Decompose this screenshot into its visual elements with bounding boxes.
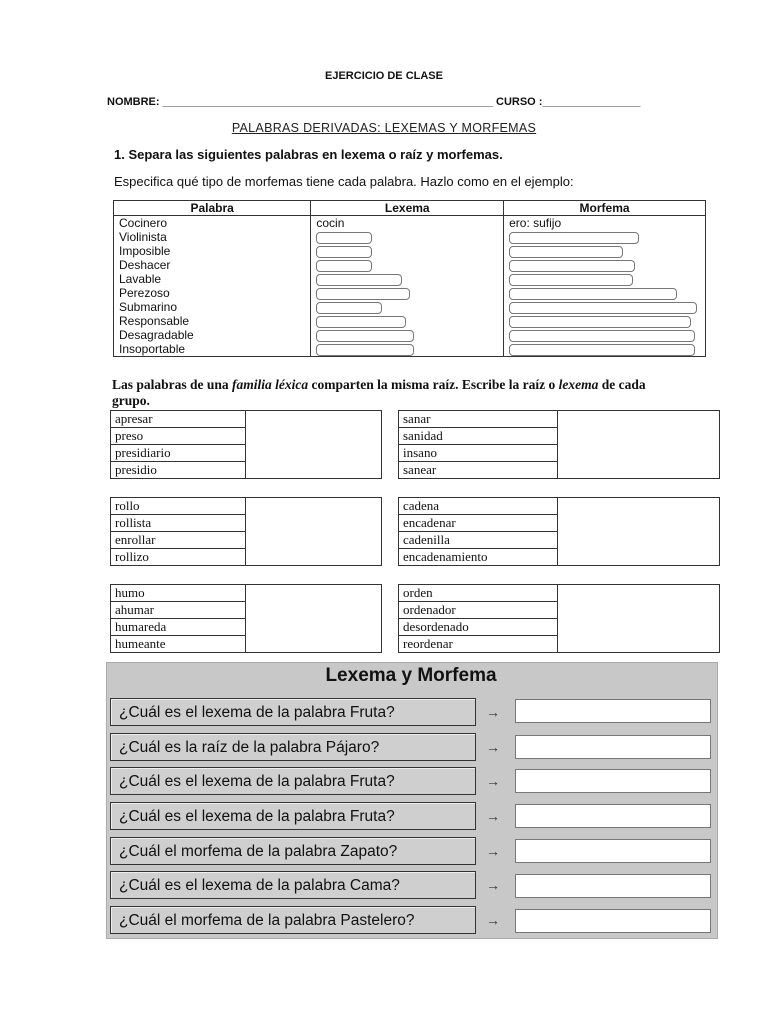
family-word: rollo — [111, 498, 246, 515]
root-answer-cell[interactable] — [246, 411, 382, 479]
word-cell: Desagradable — [114, 328, 311, 342]
family-word: presidio — [111, 462, 246, 479]
intro-text: Las palabras de una — [112, 377, 233, 392]
lexema-cell — [311, 258, 504, 272]
column-header-lexema: Lexema — [311, 201, 504, 216]
answer-input[interactable] — [515, 874, 711, 898]
morfema-cell — [504, 258, 706, 272]
word-family-group — [398, 497, 720, 566]
answer-input[interactable] — [515, 735, 711, 759]
family-word: sanidad — [399, 428, 558, 445]
intro-emphasis: familia léxica — [232, 377, 309, 392]
family-word: humeante — [111, 636, 246, 653]
table-row — [114, 272, 706, 286]
morfema-blank[interactable] — [509, 288, 677, 300]
intro-emphasis: lexema — [558, 377, 599, 392]
lexema-cell — [311, 286, 504, 300]
table-header-row — [114, 201, 706, 216]
root-answer-cell[interactable] — [558, 585, 720, 653]
question-box: ¿Cuál es el lexema de la palabra Fruta? — [110, 698, 476, 726]
lexema-blank[interactable] — [316, 344, 414, 356]
arrow-icon: → — [486, 877, 500, 893]
table-row — [114, 216, 706, 231]
answer-input[interactable] — [515, 769, 711, 793]
word-family-group — [110, 584, 382, 653]
lexema-cell — [311, 272, 504, 286]
intro-text: comparten la misma raíz. Escribe la raíz o — [308, 377, 559, 392]
morfema-cell — [504, 300, 706, 314]
table-row — [114, 286, 706, 300]
family-word: presidiario — [111, 445, 246, 462]
question-box: ¿Cuál el morfema de la palabra Zapato? — [110, 837, 476, 865]
family-word: apresar — [111, 411, 246, 428]
morfema-blank[interactable] — [509, 330, 695, 342]
root-answer-cell[interactable] — [246, 498, 382, 566]
arrow-icon: → — [486, 739, 500, 755]
quiz-title: Lexema y Morfema — [325, 665, 497, 686]
family-word: rollista — [111, 515, 246, 532]
word-cell: Cocinero — [114, 216, 311, 231]
question-box: ¿Cuál es la raíz de la palabra Pájaro? — [110, 733, 476, 761]
word-cell: Violinista — [114, 230, 311, 244]
word-cell: Perezoso — [114, 286, 311, 300]
word-cell: Submarino — [114, 300, 311, 314]
word-cell: Responsable — [114, 314, 311, 328]
familia-lexica-instruction — [112, 377, 672, 409]
family-word: ahumar — [111, 602, 246, 619]
word-cell: Imposible — [114, 244, 311, 258]
exercise-1-instruction: 1. Separa las siguientes palabras en lexema o raíz y morfemas. — [114, 147, 503, 162]
family-word: reordenar — [399, 636, 558, 653]
exercise-1-subinstruction: Especifica qué tipo de morfemas tiene cada palabra. Hazlo como en el ejemplo: — [114, 174, 574, 189]
table-row — [114, 342, 706, 357]
arrow-icon: → — [486, 704, 500, 720]
morfema-cell — [504, 328, 706, 342]
word-family-group — [398, 410, 720, 479]
lexema-cell: cocin — [311, 216, 504, 231]
lexema-cell — [311, 314, 504, 328]
morfema-blank[interactable] — [509, 260, 635, 272]
lexema-blank[interactable] — [316, 330, 414, 342]
lexema-blank[interactable] — [316, 274, 402, 286]
word-family-group — [398, 584, 720, 653]
family-word: preso — [111, 428, 246, 445]
morfema-blank[interactable] — [509, 232, 639, 244]
lexema-blank[interactable] — [316, 316, 406, 328]
family-word: ordenador — [399, 602, 558, 619]
root-answer-cell[interactable] — [558, 411, 720, 479]
morfema-cell — [504, 342, 706, 357]
question-box: ¿Cuál es el lexema de la palabra Fruta? — [110, 767, 476, 795]
table-row — [114, 328, 706, 342]
question-box: ¿Cuál es el lexema de la palabra Fruta? — [110, 802, 476, 830]
table-row — [114, 258, 706, 272]
answer-input[interactable] — [515, 699, 711, 723]
answer-input[interactable] — [515, 839, 711, 863]
lexema-blank[interactable] — [316, 260, 372, 272]
lexema-blank[interactable] — [316, 288, 410, 300]
section-heading: PALABRAS DERIVADAS: LEXEMAS Y MORFEMAS — [231, 121, 537, 135]
name-course-line: NOMBRE: ______________________________________________________ CURSO :________________ — [107, 96, 641, 108]
table-row — [114, 300, 706, 314]
morfema-cell — [504, 272, 706, 286]
arrow-icon: → — [486, 843, 500, 859]
morfema-cell — [504, 286, 706, 300]
lexema-cell — [311, 300, 504, 314]
lexema-blank[interactable] — [316, 232, 372, 244]
family-word: orden — [399, 585, 558, 602]
morfema-cell — [504, 314, 706, 328]
family-word: encadenamiento — [399, 549, 558, 566]
family-word: desordenado — [399, 619, 558, 636]
intro-text: de cada grupo. — [112, 377, 646, 408]
morfema-blank[interactable] — [509, 246, 623, 258]
lexema-cell — [311, 230, 504, 244]
answer-input[interactable] — [515, 804, 711, 828]
column-header-palabra: Palabra — [114, 201, 311, 216]
family-word: sanar — [399, 411, 558, 428]
family-word: sanear — [399, 462, 558, 479]
root-answer-cell[interactable] — [246, 585, 382, 653]
table-row — [114, 230, 706, 244]
column-header-morfema: Morfema — [504, 201, 706, 216]
question-box: ¿Cuál es el lexema de la palabra Cama? — [110, 871, 476, 899]
morfema-blank[interactable] — [509, 302, 697, 314]
morfema-blank[interactable] — [509, 316, 691, 328]
lexema-blank[interactable] — [316, 246, 372, 258]
morfema-cell — [504, 244, 706, 258]
family-word: encadenar — [399, 515, 558, 532]
word-cell: Lavable — [114, 272, 311, 286]
root-answer-cell[interactable] — [558, 498, 720, 566]
morfema-blank[interactable] — [509, 344, 695, 356]
morfema-cell: ero: sufijo — [504, 216, 706, 231]
question-box: ¿Cuál el morfema de la palabra Pastelero? — [110, 906, 476, 934]
table-row — [114, 314, 706, 328]
arrow-icon: → — [486, 912, 500, 928]
family-word: insano — [399, 445, 558, 462]
lexema-cell — [311, 244, 504, 258]
family-word: rollizo — [111, 549, 246, 566]
word-cell: Deshacer — [114, 258, 311, 272]
lexema-blank[interactable] — [316, 302, 382, 314]
lexema-morfema-table — [113, 200, 706, 357]
worksheet-title: EJERCICIO DE CLASE — [325, 70, 443, 82]
morfema-blank[interactable] — [509, 274, 633, 286]
family-word: humo — [111, 585, 246, 602]
family-word: humareda — [111, 619, 246, 636]
lexema-cell — [311, 342, 504, 357]
word-cell: Insoportable — [114, 342, 311, 357]
word-family-group — [110, 497, 382, 566]
arrow-icon: → — [486, 808, 500, 824]
morfema-cell — [504, 230, 706, 244]
answer-input[interactable] — [515, 909, 711, 933]
arrow-icon: → — [486, 773, 500, 789]
family-word: enrollar — [111, 532, 246, 549]
family-word: cadena — [399, 498, 558, 515]
lexema-cell — [311, 328, 504, 342]
word-family-group — [110, 410, 382, 479]
table-row — [114, 244, 706, 258]
family-word: cadenilla — [399, 532, 558, 549]
